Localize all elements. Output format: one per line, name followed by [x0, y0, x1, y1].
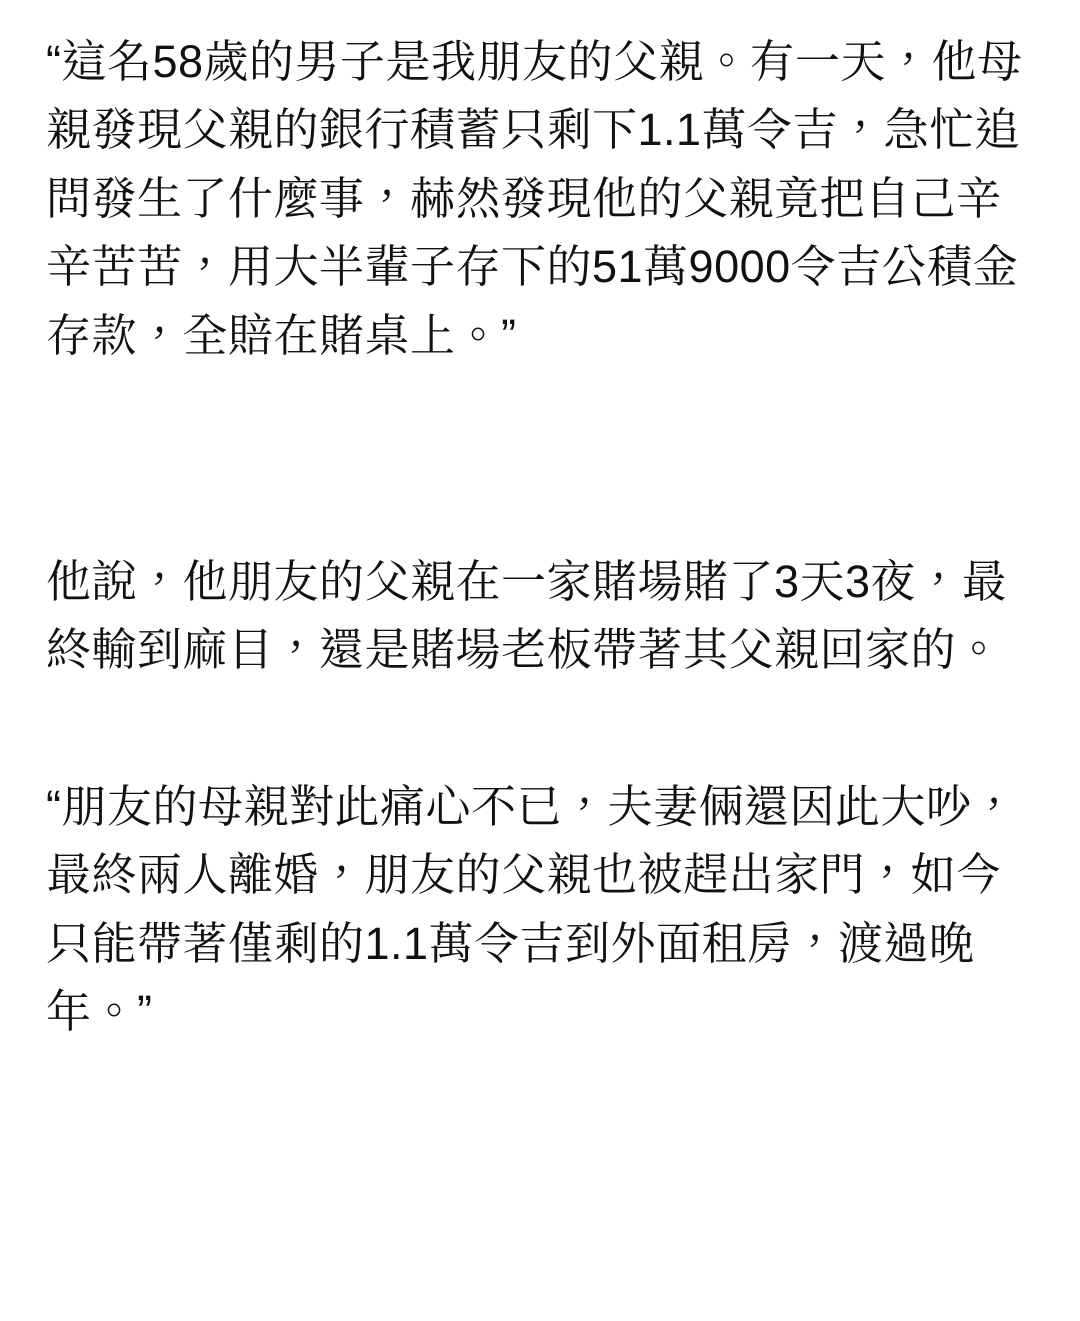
paragraph-spacer-large: [46, 370, 1034, 548]
paragraph-spacer-medium: [46, 685, 1034, 773]
paragraph-narration-1: 他說，他朋友的父親在一家賭場賭了3天3夜，最終輸到麻目，還是賭場老板帶著其父親回家的。: [46, 555, 1008, 676]
paragraph-quote-2: “朋友的母親對此痛心不已，夫妻倆還因此大吵，最終兩人離婚，朋友的父親也被趕出家門，如今只能帶著僅剩的1.1萬令吉到外面租房，渡過晚年。”: [46, 780, 1017, 1037]
paragraph-quote-1: “這名58歲的男子是我朋友的父親。有一天，他母親發現父親的銀行積蓄只剩下1.1萬令吉，急忙追問發生了什麼事，赫然發現他的父親竟把自己辛辛苦苦，用大半輩子存下的51萬9000令吉公積金存款，全賠在賭桌上。”: [46, 36, 1023, 361]
